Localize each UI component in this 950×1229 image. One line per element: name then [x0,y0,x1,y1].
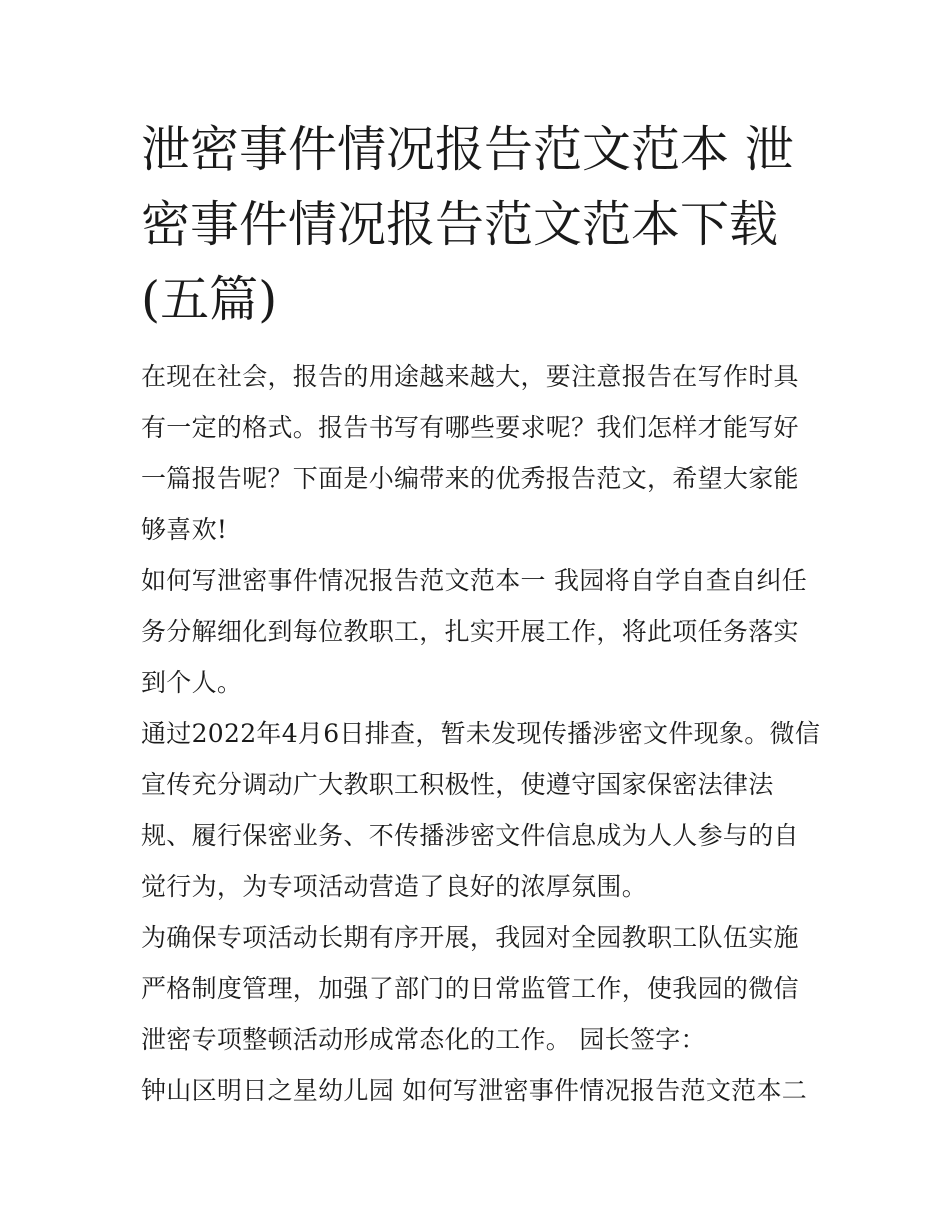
document-title: 泄密事件情况报告范文范本 泄密事件情况报告范文范本下载(五篇) [141,121,794,328]
document-body [141,351,821,1116]
paragraph-sample-one: 如何写泄密事件情况报告范文范本一 我园将自学自查自纠任务分解细化到每位教职工，扎实开展工作，将此项任务落实到个人。 [141,566,808,697]
paragraph-inspection: 通过2022年4月6日排查，暂未发现传播涉密文件现象。微信宣传充分调动广大教职工积极性，使遵守国家保密法律法规、履行保密业务、不传播涉密文件信息成为人人参与的自觉行为，为专项活动营造了良好的浓厚氛围。 [141,719,821,901]
document-content [141,112,821,1116]
paragraph-intro: 在现在社会，报告的用途越来越大，要注意报告在写作时具有一定的格式。报告书写有哪些要求呢？我们怎样才能写好一篇报告呢？下面是小编带来的优秀报告范文，希望大家能够喜欢! [141,362,799,544]
paragraph-kindergarten: 钟山区明日之星幼儿园 如何写泄密事件情况报告范文范本二 [141,1076,808,1105]
paragraph-management: 为确保专项活动长期有序开展，我园对全园教职工队伍实施严格制度管理，加强了部门的日常监管工作，使我园的微信泄密专项整顿活动形成常态化的工作。 园长签字： [141,923,799,1054]
